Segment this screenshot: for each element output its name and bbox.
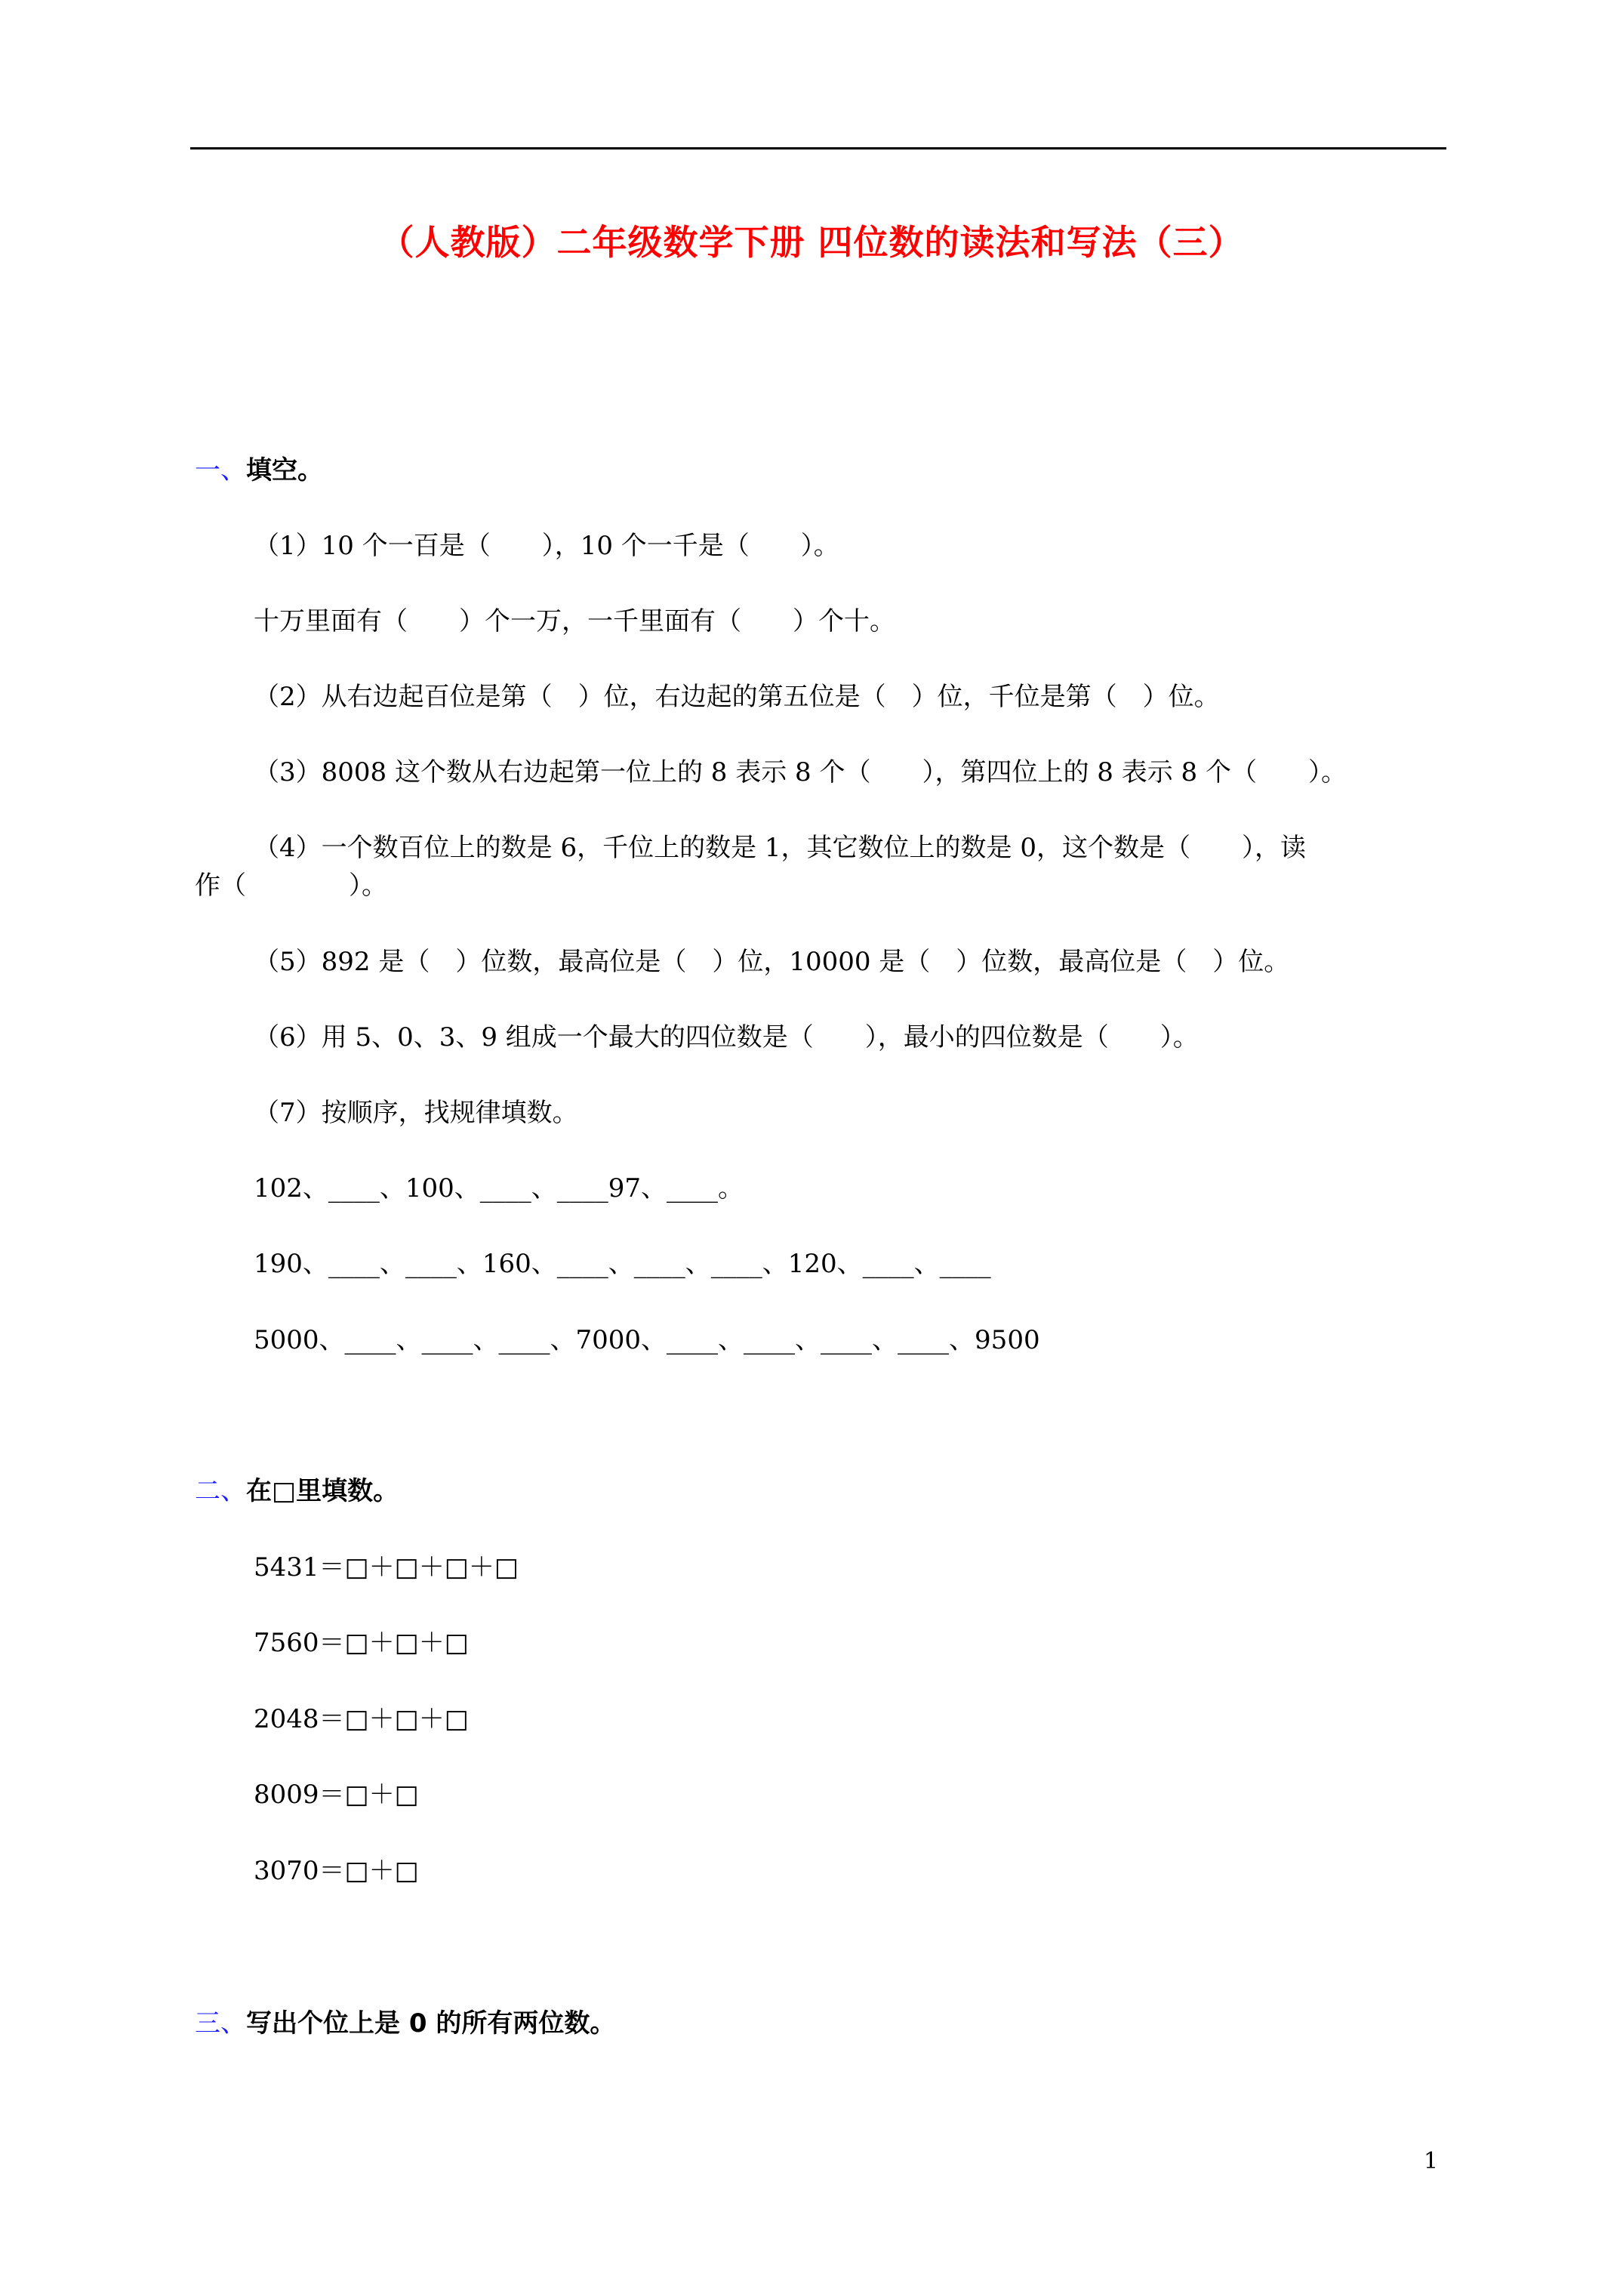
page-number: 1 xyxy=(1424,2148,1439,2174)
decomposition-row-2: 7560＝□＋□＋□ xyxy=(254,1628,469,1658)
header-rule xyxy=(190,147,1446,149)
section-3-number: 三、 xyxy=(195,2008,246,2039)
sequence-row-2: 190、____、____、160、____、____、____、120、____、____ xyxy=(254,1249,991,1279)
question-3: （3）8008 这个数从右边起第一位上的 8 表示 8 个（ ），第四位上的 8 表示 8 个（ ）。 xyxy=(254,757,1347,787)
decomposition-row-3: 2048＝□＋□＋□ xyxy=(254,1704,469,1734)
question-4-line-1: （4）一个数百位上的数是 6，千位上的数是 1，其它数位上的数是 0，这个数是（ ），读 xyxy=(254,833,1306,863)
sequence-row-3: 5000、____、____、____、7000、____、____、____、____、9500 xyxy=(254,1325,1040,1355)
section-3-heading xyxy=(195,2005,615,2042)
sequence-row-1: 102、____、100、____、____97、____。 xyxy=(254,1173,744,1203)
question-2: （2）从右边起百位是第（ ）位，右边起的第五位是（ ）位，千位是第（ ）位。 xyxy=(254,682,1220,712)
decomposition-row-1: 5431＝□＋□＋□＋□ xyxy=(254,1552,519,1583)
section-2-title: 在□里填数。 xyxy=(246,1476,399,1506)
decomposition-row-5: 3070＝□＋□ xyxy=(254,1856,419,1886)
question-6: （6）用 5、0、3、9 组成一个最大的四位数是（ ），最小的四位数是（ ）。 xyxy=(254,1022,1199,1052)
decomposition-row-4: 8009＝□＋□ xyxy=(254,1780,419,1810)
section-2-number: 二、 xyxy=(195,1476,246,1506)
question-1-line-1: （1）10 个一百是（ ），10 个一千是（ ）。 xyxy=(254,531,839,561)
section-1-title: 填空。 xyxy=(246,455,323,485)
question-1-line-2: 十万里面有（ ）个一万，一千里面有（ ）个十。 xyxy=(254,606,895,636)
section-1-heading xyxy=(195,451,323,489)
section-3-title: 写出个位上是 0 的所有两位数。 xyxy=(246,2008,616,2039)
section-2-heading xyxy=(195,1472,399,1510)
page-title: （人教版）二年级数学下册 四位数的读法和写法（三） xyxy=(379,222,1244,263)
question-7: （7）按顺序，找规律填数。 xyxy=(254,1098,578,1128)
question-4-line-2: 作（ ）。 xyxy=(195,871,387,901)
section-1-number: 一、 xyxy=(195,455,246,485)
question-5: （5）892 是（ ）位数，最高位是（ ）位，10000 是（ ）位数，最高位是（ ）位。 xyxy=(254,947,1290,977)
